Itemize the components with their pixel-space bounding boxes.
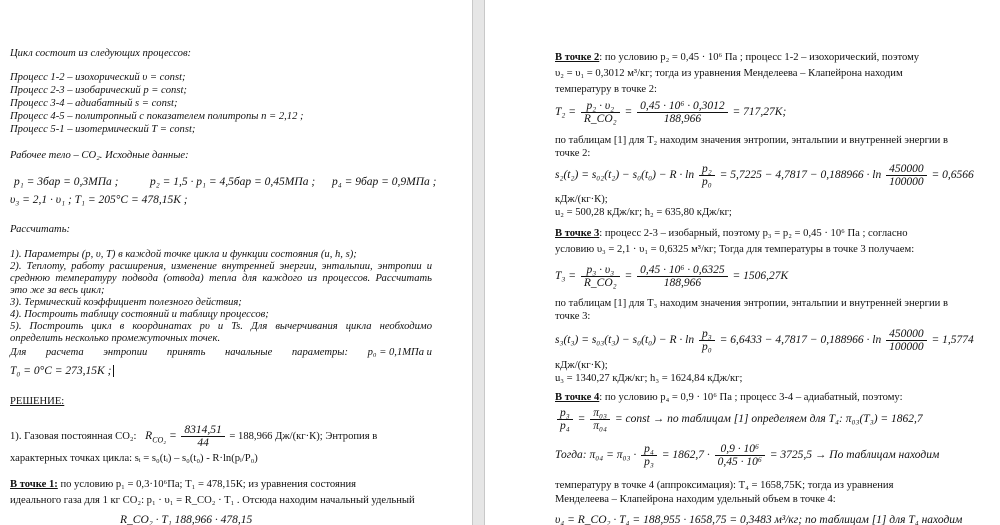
entropy-params-line [10,347,432,359]
t3-lhs: T₃ = [555,270,577,283]
t3-fraction-1 [581,264,620,289]
t2-lhs: T₂ = [555,106,577,119]
s3-formula [555,328,974,353]
s3-f1-num: p₃ [699,328,715,341]
s2-f1-den: p₀ [701,176,712,188]
t0-text: T₀ = 0°C = 273,15K ; [10,365,112,377]
s2-fraction-2 [886,163,927,188]
task-2-cont: среднюю температуру подвода (отвода) тепла для каждого из процессов. Рассчитать [10,273,432,284]
entropy-w2: расчета [45,347,84,358]
v4-cut-line: υ₄ = R_CO₂ · T₄ = 188,955 · 1658,75 = 0,3483 м³/кг; по таблицам [1] для T₄ находим [555,514,963,525]
entropy-w3: энтропии [103,347,148,358]
solution-heading: РЕШЕНИЕ: [10,396,65,407]
t2-fraction-2 [637,100,728,125]
s2-formula [555,163,974,188]
point1-text: по условию p₁ = 0,3·10⁶Па; T₁ = 478,15К; из уравнения состояния [57,479,357,490]
gas-constant-fraction [181,424,224,449]
point4-text1: : по условию p₄ = 0,9 · 10⁶ Па ; процесс 3-4 – адиабатный, поэтому: [599,392,903,403]
t2-formula: T₂ = $\frac{\text{p₂ · υ₂}}{\text{R\_CO₂}}$ = $\frac{\text{0,45 · 10⁶ · 0,3012}}{188,966}$ = 717,27K; [555,100,787,125]
left-page [0,0,473,525]
entropy-char-line: характерных точках цикла: sᵢ = s₀(tᵢ) – s₀(t₀) - R·ln(pᵢ/P₀) [10,453,258,464]
gas-constant-den: 44 [197,437,209,449]
s2-fraction-1 [699,163,715,188]
then-f2-den: 0,45 · 10⁶ [717,456,762,468]
right-page [484,0,1000,525]
point2-line1 [555,52,919,64]
ad-f2-den: π₀₄ [593,420,608,432]
intro-text: Цикл состоит из следующих процессов: [10,48,192,59]
s3-pre: s₃(t₃) = s₀₃(t₃) − s₀(t₀) − R · ln [555,334,695,347]
point3-line2: условию υ₃ = 2,1 · υ₁ = 0,6325 м³/кг; Тогда для температуры в точке 3 получаем: [555,244,915,255]
entropy-w1: Для [10,347,27,358]
s2-pre: s₂(t₂) = s₀₂(t₂) − s₀(t₀) − R · ln [555,169,695,182]
point1-line1 [10,479,356,491]
text-cursor [113,365,114,377]
entropy-w5: начальные [224,347,273,358]
task-5: 5). Построить цикл в координатах pυ и Ts. Для вычерчивания цикла необходимо [10,321,432,332]
then-f2-num: 0,9 · 10⁶ [715,443,765,456]
point4-head: В точке 4 [555,392,600,403]
point2-line2: υ₂ = υ₁ = 0,3012 м³/кг; тогда из уравнения Менделеева – Клапейрона находим [555,68,903,79]
data-p2: p₂ = 1,5 · p₁ = 4,5бар = 0,45МПа ; [150,176,316,188]
s2-f2-num: 450000 [886,163,927,176]
then-f1-den: p₃ [644,456,654,468]
point3-text1: : процесс 2-3 – изобарный, поэтому p₃ = p₂ = 0,45 · 10⁶ Па ; согласно [599,228,908,239]
t3-f2-num: 0,45 · 10⁶ · 0,6325 [637,264,728,277]
tab3-line2: точке 3: [555,311,591,322]
point2-head: В точке 2 [555,52,600,63]
then-fraction-2 [715,443,765,468]
process-5-1: Процесс 5-1 – изотермический T = const; [10,124,196,135]
adiabatic-formula: $\frac{\text{p₃}}{\text{p₄}}$ = $\frac{\text{π₀₃}}{\text{π₀₄}}$ = const → по таблицам [1] определяем для T₄: π₀₃(T₃) = 1862,7 [555,407,923,432]
tab3-line1: по таблицам [1] для T₃ находим значения энтропии, энтальпии и внутренней энергии в [555,298,948,309]
t4-line: температуру в точке 4 (аппроксимация): T₄ = 1658,75K; тогда из уравнения [555,480,894,491]
then-pre: Тогда: π₀₄ = π₀₃ · [555,449,637,462]
task-5-cont: определить несколько промежуточных точек. [10,333,221,344]
s2-f1-num: p₂ [699,163,715,176]
uh3-line: u₃ = 1340,27 кДж/кг; h₃ = 1624,84 кДж/кг; [555,373,743,384]
working-body: Рабочее тело – CO₂. Исходные данные: [10,150,189,161]
then-fraction-1 [641,443,657,468]
s3-fraction-2 [886,328,927,353]
process-3-4: Процесс 3-4 – адиабатный s = const; [10,98,178,109]
pi04-formula [555,443,939,468]
t3-result: = 1506,27K [732,270,789,283]
data-row2: υ₃ = 2,1 · υ₁ ; T₁ = 205°C = 478,15K ; [10,194,188,206]
point2-text1: : по условию p₂ = 0,45 · 10⁶ Па ; процесс 1-2 – изохорический, поэтому [599,52,920,63]
t2-f2-num: 0,45 · 10⁶ · 0,3012 [637,100,728,113]
gas-constant-num: 8314,51 [181,424,224,437]
point3-line1 [555,228,908,240]
data-p4: p₄ = 9бар = 0,9МПа ; [332,176,437,188]
process-2-3: Процесс 2-3 – изобарический p = const; [10,85,187,96]
t2-f1-num: p₂ · υ₂ [581,100,620,113]
point1-line2: идеального газа для 1 кг CO₂: p₁ · υ₁ = R_CO₂ · T₁ . Отсюда находим начальный удельный [10,495,415,506]
s2-unit: кДж/(кг·К); [555,194,608,205]
s3-f1-den: p₀ [701,341,712,353]
then-mid: = 1862,7 · [661,449,710,462]
t0-line [10,365,114,377]
gas-constant-post: = 188,966 Дж/(кг·К); Энтропия в [229,430,378,442]
s2-result: = 0,6566 [931,169,974,182]
s3-result: = 1,5774 [931,334,974,347]
tab2-line1: по таблицам [1] для T₂ находим значения энтропии, энтальпии и внутренней энергии в [555,135,948,146]
s2-mid: = 5,7225 − 4,7817 − 0,188966 · ln [719,169,882,182]
t3-formula: T₃ = $\frac{\text{p₃ · υ₃}}{\text{R\_CO₂}}$ = $\frac{\text{0,45 · 10⁶ · 0,6325}}{188,966}$ = 1506,27K [555,264,789,289]
ad-f1-den: p₄ [560,420,570,432]
then-result: = 3725,5 → По таблицам находим [769,449,940,462]
t3-f2-den: 188,966 [663,277,702,289]
point4-line1 [555,392,903,404]
ad-tail: = const → по таблицам [1] определяем для T₄: π₀₃(T₃) = 1862,7 [614,413,923,426]
entropy-w6: параметры: [291,347,349,358]
point3-head: В точке 3 [555,228,600,239]
s3-unit: кДж/(кг·К); [555,360,608,371]
s3-fraction-1 [699,328,715,353]
ad-f1-num: p₃ [557,407,573,420]
t2-fraction-1 [581,100,620,125]
point2-line3: температуру в точке 2: [555,84,657,95]
ad-fraction-1 [557,407,573,432]
s3-mid: = 6,6433 − 4,7817 − 0,188966 · ln [719,334,882,347]
process-1-2: Процесс 1-2 – изохорический υ = const; [10,72,186,83]
task-1: 1). Параметры (p, υ, T) в каждой точке цикла и функции состояния (u, h, s); [10,249,357,260]
t3-f1-num: p₃ · υ₃ [581,264,620,277]
gas-constant-pre: 1). Газовая постоянная CO₂: [10,430,137,442]
task-3: 3). Термический коэффициент полезного действия; [10,297,242,308]
gas-constant-line: 1). Газовая постоянная CO₂: $R_{CO_2}$ = $\frac{8314,51}{44}$ = 188,966 Дж/(кг·К); Энтропия в [10,424,378,449]
s3-f2-den: 100000 [889,341,924,353]
uh2-line: u₂ = 500,28 кДж/кг; h₂ = 635,80 кДж/кг; [555,207,732,218]
s2-f2-den: 100000 [889,176,924,188]
s3-f2-num: 450000 [886,328,927,341]
entropy-w7: p₀ = 0,1МПа и [367,347,432,358]
process-4-5: Процесс 4-5 – политропный с показателем политропы n = 2,12 ; [10,111,304,122]
data-p1: p₁ = 3бар = 0,3МПа ; [14,176,119,188]
mk-line: Менделеева – Клапейрона находим удельный объем в точке 4: [555,494,836,505]
then-f1-num: p₄ [641,443,657,456]
entropy-w4: принять [166,347,206,358]
t2-f2-den: 188,966 [663,113,702,125]
point1-cut-formula: R_CO₂ · T₁ 188,966 · 478,15 [120,514,253,525]
task-4: 4). Построить таблицу состояний и таблицу процессов; [10,309,269,320]
ad-fraction-2 [590,407,610,432]
tab2-line2: точке 2: [555,148,591,159]
t3-f1-den: R_CO₂ [583,277,617,289]
task-2: 2). Теплоту, работу расширения, изменение внутренней энергии, энтальпии, энтропии и [10,261,432,272]
ad-f2-num: π₀₃ [590,407,610,420]
point1-head: В точке 1: [10,479,58,490]
calc-title: Рассчитать: [10,224,71,235]
task-2-end: это же за весь цикл; [10,285,105,296]
t2-f1-den: R_CO₂ [583,113,617,125]
t3-fraction-2 [637,264,728,289]
t2-result: = 717,27K; [732,106,787,119]
